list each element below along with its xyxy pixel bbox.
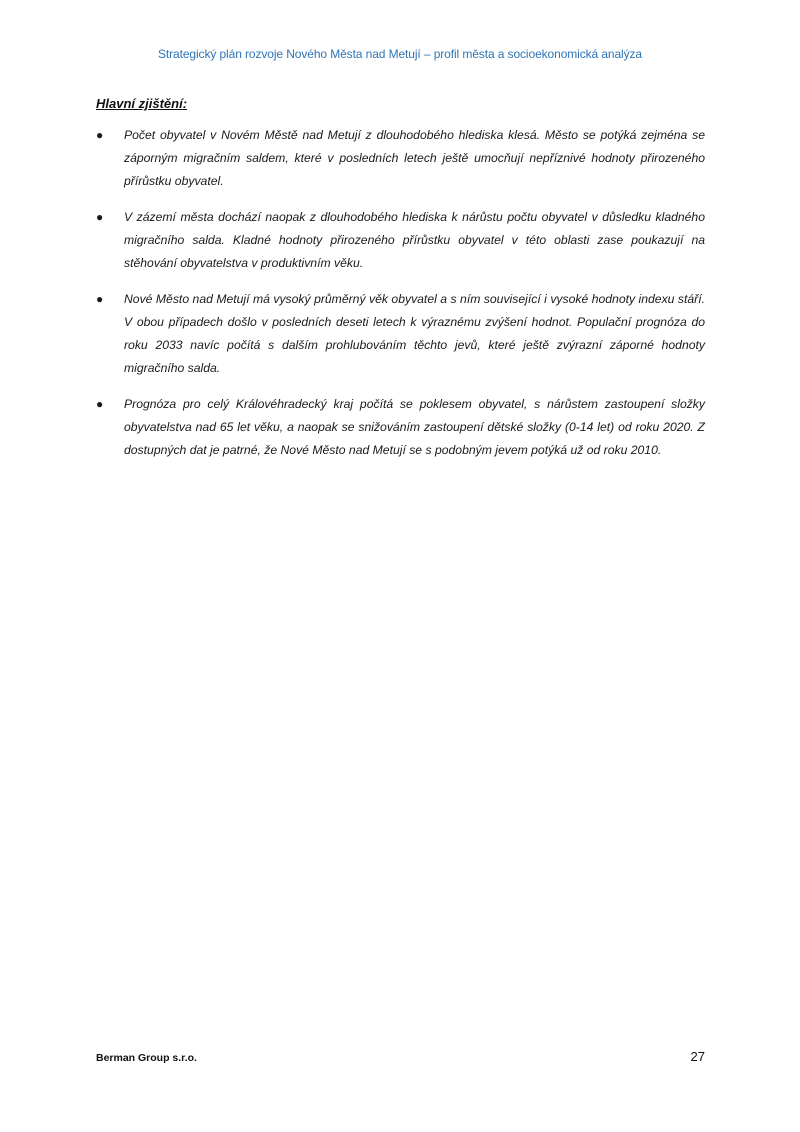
finding-text: Nové Město nad Metují má vysoký průměrný věk obyvatel a s ním související i vysoké hodnoty indexu stáří. V obou případech došlo v posledních deseti letech k výraznému zvýšení hodnot. Populační prognóza do roku 2033 navíc počítá s dalším prohlubováním těchto jevů, které ještě zvýrazní záporné hodnoty migračního salda. [124,292,705,375]
finding-text: V zázemí města dochází naopak z dlouhodobého hlediska k nárůstu počtu obyvatel v důsledku kladného migračního salda. Kladné hodnoty přirozeného přírůstku obyvatel v této oblasti zase poukazují na stěhování obyvatelstva v produktivním věku. [124,210,705,270]
running-header: Strategický plán rozvoje Nového Města nad Metují – profil města a socioekonomická analýza [157,47,642,61]
findings-list [96,124,705,475]
section-heading: Hlavní zjištění: [96,96,188,111]
finding-item [96,206,705,275]
bullet-icon: ● [96,292,104,306]
finding-text: Prognóza pro celý Královéhradecký kraj počítá se poklesem obyvatel, s nárůstem zastoupení složky obyvatelstva nad 65 let věku, a naopak se snižováním zastoupení dětské složky (0-14 let) od roku 2020. Z dostupných dat je patrné, že Nové Město nad Metují se s podobným jevem potýká už od roku 2010. [124,397,705,457]
bullet-icon: ● [96,210,104,224]
finding-item [96,393,705,462]
bullet-icon: ● [96,128,104,142]
finding-item [96,124,705,193]
finding-text: Počet obyvatel v Novém Městě nad Metují z dlouhodobého hlediska klesá. Město se potýká zejména se záporným migračním saldem, které v posledních letech ještě umocňují nepříznivé hodnoty přirozeného přírůstku obyvatel. [124,128,705,188]
bullet-icon: ● [96,397,104,411]
page-number: 27 [690,1049,705,1064]
finding-item [96,288,705,380]
footer-company: Berman Group s.r.o. [96,1052,197,1064]
